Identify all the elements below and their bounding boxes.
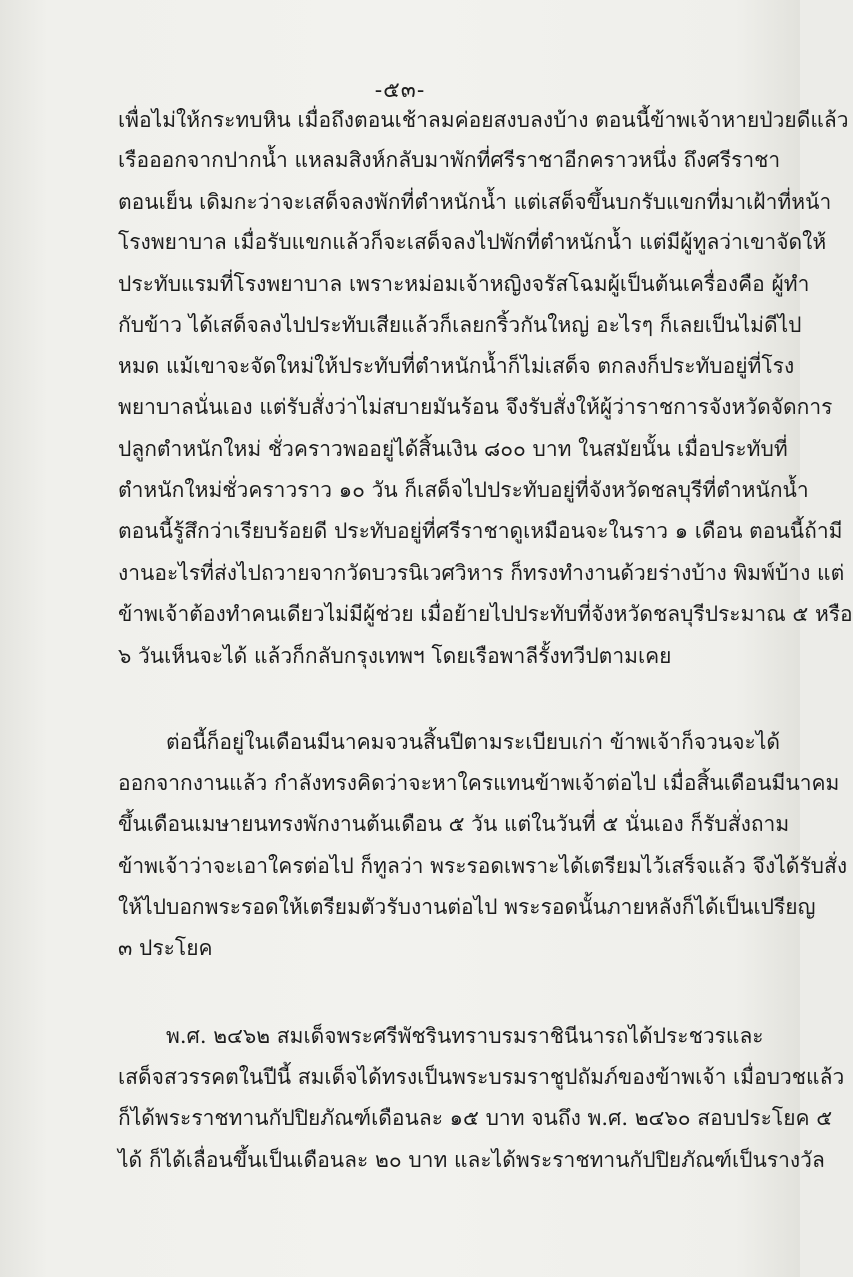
text-line: ตำหนักใหม่ชั่วคราวราว ๑๐ วัน ก็เสด็จไปประทับอยู่ที่จังหวัดชลบุรีที่ตำหนักน้ำ bbox=[118, 478, 809, 502]
text-line: ๓ ประโยค bbox=[118, 936, 213, 960]
text-line: เพื่อไม่ให้กระทบหิน เมื่อถึงตอนเช้าลมค่อยสงบลงบ้าง ตอนนี้ข้าพเจ้าหายป่วยดีแล้ว bbox=[118, 108, 849, 132]
text-line: ประทับแรมที่โรงพยาบาล เพราะหม่อมเจ้าหญิงจรัสโฉมผู้เป็นต้นเครื่องคือ ผู้ทำ bbox=[118, 272, 810, 296]
text-line: โรงพยาบาล เมื่อรับแขกแล้วก็จะเสด็จลงไปพักที่ตำหนักน้ำ แต่มีผู้ทูลว่าเขาจัดให้ bbox=[118, 230, 827, 254]
text-line: เรือออกจากปากน้ำ แหลมสิงห์กลับมาพักที่ศรีราชาอีกคราวหนึ่ง ถึงศรีราชา bbox=[118, 148, 781, 172]
text-line: พยาบาลนั่นเอง แต่รับสั่งว่าไม่สบายมันร้อน จึงรับสั่งให้ผู้ว่าราชการจังหวัดจัดการ bbox=[118, 395, 833, 419]
text-line: หมด แม้เขาจะจัดใหม่ให้ประทับที่ตำหนักน้ำก็ไม่เสด็จ ตกลงก็ประทับอยู่ที่โรง bbox=[118, 354, 795, 378]
text-line: ๖ วันเห็นจะได้ แล้วก็กลับกรุงเทพฯ โดยเรือพาลีรั้งทวีปตามเคย bbox=[118, 644, 672, 668]
text-line: ให้ไปบอกพระรอดให้เตรียมตัวรับงานต่อไป พระรอดนั้นภายหลังก็ได้เป็นเปรียญ bbox=[118, 895, 816, 919]
text-line: ขึ้นเดือนเมษายนทรงพักงานต้นเดือน ๕ วัน แต่ในวันที่ ๕ นั่นเอง ก็รับสั่งถาม bbox=[118, 812, 790, 836]
text-line: ข้าพเจ้าว่าจะเอาใครต่อไป ก็ทูลว่า พระรอดเพราะได้เตรียมไว้เสร็จแล้ว จึงได้รับสั่ง bbox=[118, 854, 848, 878]
text-line: เสด็จสวรรคตในปีนี้ สมเด็จได้ทรงเป็นพระบรมราชูปถัมภ์ของข้าพเจ้า เมื่อบวชแล้ว bbox=[118, 1065, 845, 1089]
text-line: พ.ศ. ๒๔๖๒ สมเด็จพระศรีพัชรินทราบรมราชินีนารถได้ประชวรและ bbox=[166, 1024, 764, 1048]
text-line: งานอะไรที่ส่งไปถวายจากวัดบวรนิเวศวิหาร ก็ทรงทำงานด้วยร่างบ้าง พิมพ์บ้าง แต่ bbox=[118, 561, 845, 585]
text-line: ตอนนี้รู้สึกว่าเรียบร้อยดี ประทับอยู่ที่ศรีราชาดูเหมือนจะในราว ๑ เดือน ตอนนี้ถ้ามี bbox=[118, 519, 843, 543]
text-line: ออกจากงานแล้ว กำลังทรงคิดว่าจะหาใครแทนข้าพเจ้าต่อไป เมื่อสิ้นเดือนมีนาคม bbox=[118, 771, 840, 795]
text-line: ต่อนี้ก็อยู่ในเดือนมีนาคมจวนสิ้นปีตามระเบียบเก่า ข้าพเจ้าก็จวนจะได้ bbox=[166, 730, 781, 754]
text-line: กับข้าว ได้เสด็จลงไปประทับเสียแล้วก็เลยกริ้วกันใหญ่ อะไรๆ ก็เลยเป็นไม่ดีไป bbox=[118, 313, 802, 337]
text-line: ได้ ก็ได้เลื่อนขึ้นเป็นเดือนละ ๒๐ บาท และได้พระราชทานกัปปิยภัณฑ์เป็นรางวัล bbox=[118, 1148, 825, 1172]
text-line: ข้าพเจ้าต้องทำคนเดียวไม่มีผู้ช่วย เมื่อย้ายไปประทับที่จังหวัดชลบุรีประมาณ ๕ หรือ bbox=[118, 602, 853, 626]
text-line: ปลูกตำหนักใหม่ ชั่วคราวพออยู่ได้สิ้นเงิน ๘๐๐ บาท ในสมัยนั้น เมื่อประทับที่ bbox=[118, 437, 788, 461]
text-line: ตอนเย็น เดิมกะว่าจะเสด็จลงพักที่ตำหนักน้ำ แต่เสด็จขึ้นบกรับแขกที่มาเฝ้าที่หน้า bbox=[118, 190, 832, 214]
text-line: ก็ได้พระราชทานกัปปิยภัณฑ์เดือนละ ๑๕ บาท จนถึง พ.ศ. ๒๔๖๐ สอบประโยค ๕ bbox=[118, 1106, 833, 1130]
page-number: -๕๓- bbox=[374, 78, 426, 103]
